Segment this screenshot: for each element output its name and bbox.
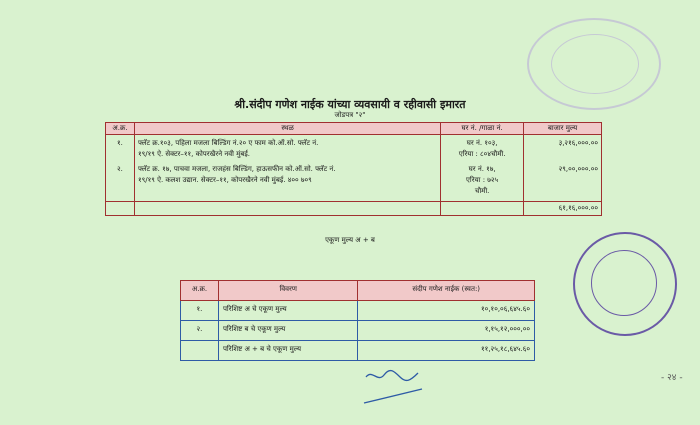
house-line: घर नं. १७, [468,165,496,173]
header-house-no: घर नं. /गाळा नं. [441,123,524,135]
summary-serial [181,341,219,361]
signature [360,365,440,410]
total-row [106,202,602,216]
house-line: घर नं. १०३, [466,139,498,147]
table-row [181,321,535,341]
row-serial: २. [106,162,135,202]
total-value: ६१,१६,०००.०० [524,202,602,216]
summary-table-header [181,281,535,301]
summary-header-description: विवरण [218,281,358,301]
table-row [106,135,602,163]
location-line: १९/१९ ऐ. सेक्टर–११, कोपरखैरने नवी मुंबई. [137,150,250,158]
summary-table [180,280,535,361]
house-line: एरिया : ८०४चौमी. [458,150,506,158]
summary-description: परिशिष्ट अ चे एकूण मुल्य [218,301,358,321]
header-serial: अ.क्र. [106,123,135,135]
row-location [134,135,440,163]
summary-header-serial: अ.क्र. [181,281,219,301]
property-table [105,122,602,216]
row-serial: १. [106,135,135,163]
property-table-header [106,123,602,135]
table-row [181,301,535,321]
row-house-no [441,135,524,163]
summary-description: परिशिष्ट अ + ब चे एकूण मुल्य [218,341,358,361]
summary-serial: १. [181,301,219,321]
summary-header-owner-value: संदीप गणेश नाईक (स्वत:) [358,281,535,301]
location-line: १९/१९ ऐ. कलश उद्यान. सेक्टर–११, कोपरखैरने नवी मुंबई. ४०० ७०९ [137,176,312,184]
location-line: फ्लॅट क्र.१०३, पहिला मजला बिल्डिंग नं.२० ए फाम को.ऑ.सो. फ्लॅट नं. [137,139,319,147]
house-line: चौमी. [474,187,490,195]
summary-value: १,१५,१२,०००,०० [358,321,535,341]
summary-label: एकूण मुल्य अ + ब [325,236,375,244]
header-market-value: बाजार मुल्य [524,123,602,135]
header-location: स्थळ [134,123,440,135]
location-line: फ्लॅट क्र. १७, पाचवा मजला, राजहंस बिल्डिंग, हाऊसफीन को.ऑ.सो. फ्लॅट नं. [137,165,336,173]
table-row [106,162,602,202]
summary-description: परिशिष्ट ब चे एकूण मुल्य [218,321,358,341]
summary-value: १०,१०,०६,६४५.६० [358,301,535,321]
row-value: ३,२१६,०००.०० [524,135,602,163]
row-house-no [441,162,524,202]
page-number: - २४ - [661,373,683,383]
document-title: श्री.संदीप गणेश नाईक यांच्या व्यवसायी व रहीवासी इमारत [234,98,466,111]
document-subtitle: जोडपत्र "२" [334,111,366,119]
row-location [134,162,440,202]
table-row [181,341,535,361]
row-value: २९,००,०००.०० [524,162,602,202]
house-line: एरिया : ७२५ [466,176,499,184]
summary-value: ११,२५,१८,६४५.६० [358,341,535,361]
summary-serial: २. [181,321,219,341]
notary-stamp [573,232,677,336]
